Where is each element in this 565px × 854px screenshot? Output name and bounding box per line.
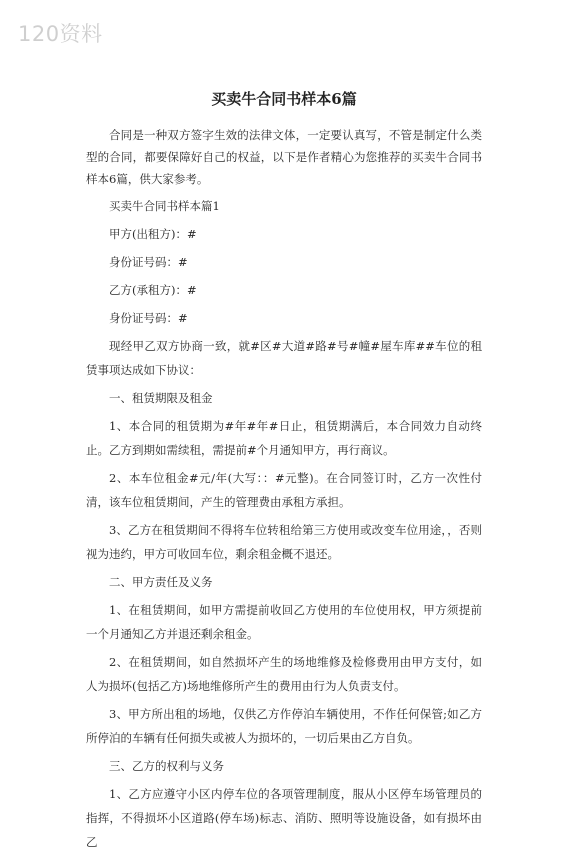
party-b-line: 乙方(承租方)：# [109, 283, 197, 297]
section-heading: 一、租赁期限及租金 [109, 391, 213, 405]
clause-paragraph: 3、甲方所出租的场地，仅供乙方作停泊车辆使用，不作任何保管;如乙方所停泊的车辆有任何损失或被人为损坏的，一切后果由乙方自负。 [86, 707, 482, 745]
clause-paragraph: 3、乙方在租赁期间不得将车位转租给第三方使用或改变车位用途，，否则视为违约，甲方可收回车位，剩余租金概不退还。 [86, 523, 482, 561]
section-heading: 二、甲方责任及义务 [109, 575, 213, 589]
contract-heading: 买卖牛合同书样本篇1 [109, 199, 220, 213]
watermark: 120资料 [18, 22, 103, 46]
clause-paragraph: 2、在租赁期间，如自然损坏产生的场地维修及检修费用由甲方支付，如人为损坏(包括乙方)场地维修所产生的费用由行为人负责支付。 [86, 655, 482, 693]
section-heading: 三、乙方的权利与义务 [109, 759, 224, 773]
agreement-paragraph: 现经甲乙双方协商一致，就#区#大道#路#号#幢#屋车库##车位的租赁事项达成如下协议： [86, 339, 482, 377]
clause-paragraph: 1、本合同的租赁期为#年#年#日止，租赁期满后，本合同效力自动终止。乙方到期如需续租，需提前#个月通知甲方，再行商议。 [86, 419, 482, 457]
party-a-line: 甲方(出租方)：# [109, 227, 197, 241]
document-title: 买卖牛合同书样本6篇 [211, 90, 357, 108]
party-b-id-line: 身份证号码：# [109, 311, 188, 325]
clause-paragraph: 2、本车位租金#元/年(大写：：#元整)。在合同签订时，乙方一次性付清，该车位租赁期间，产生的管理费由承租方承担。 [86, 471, 482, 509]
clause-paragraph: 1、乙方应遵守小区内停车位的各项管理制度，服从小区停车场管理员的指挥，不得损坏小区道路(停车场)标志、消防、照明等设施设备，如有损坏由乙 [86, 787, 482, 849]
intro-paragraph: 合同是一种双方签字生效的法律文体，一定要认真写，不管是制定什么类型的合同，都要保障好自己的权益，以下是作者精心为您推荐的买卖牛合同书样本6篇，供大家参考。 [86, 128, 482, 186]
document-page [86, 88, 482, 854]
clause-paragraph: 1、在租赁期间，如甲方需提前收回乙方使用的车位使用权，甲方须提前一个月通知乙方并退还剩余租金。 [86, 603, 482, 641]
party-a-id-line: 身份证号码：# [109, 255, 188, 269]
